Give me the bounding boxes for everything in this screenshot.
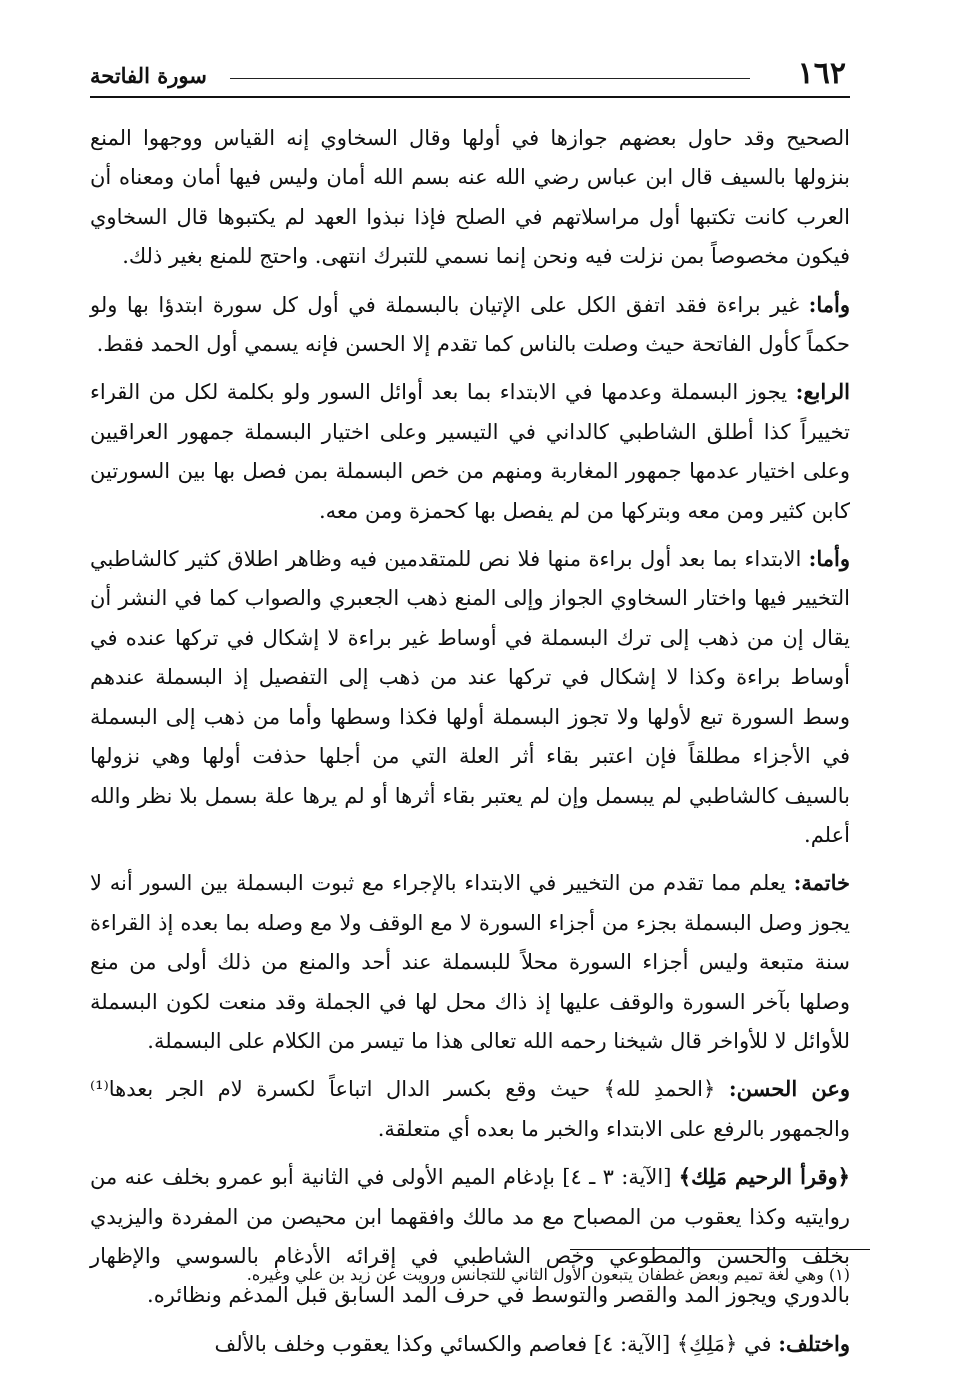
main-text — [90, 118, 850, 1372]
paragraph — [90, 285, 850, 365]
paragraph — [90, 1157, 850, 1316]
paragraph-lead: وأما: — [808, 546, 850, 572]
paragraph-text: [الآية: ٣ ـ ٤] بإدغام الميم الأولى في الثانية أبو عمرو بخلف عنه من روايتيه وكذا يعقوب من المصباح مع مد مالك وافقهما ابن محيصن من المفردة واليزيدي بخلف والحسن والمطوعي وخص الشاطبي في إقرائه الأدغام بالسوسي والإظهار بالدوري ويجوز المد والقصر والتوسط في حرف المد السابق قبل المدغم ونظائره. — [90, 1165, 850, 1308]
paragraph-lead: وعن الحسن: — [728, 1076, 850, 1102]
surah-title: سورة الفاتحة — [90, 63, 207, 88]
footnote-divider — [570, 1249, 870, 1250]
paragraph — [90, 118, 850, 277]
paragraph-text: ﴿الحمدِ لله﴾ حيث وقع بكسر الدال اتباعاً لكسرة لام الجر بعدها⁽¹⁾ والجمهور بالرفع على الابتداء والخبر ما بعده أي متعلقة. — [90, 1077, 850, 1141]
paragraph — [90, 539, 850, 855]
footnote: (١) وهي لغة تميم وبعض غطفان يتبعون الأول الثاني للتجانس ورويت عن زيد بن علي وغيره. — [246, 1265, 850, 1284]
header-dash-line — [230, 78, 750, 79]
paragraph — [90, 1324, 850, 1364]
paragraph-lead: خاتمة: — [793, 870, 850, 896]
page-header — [90, 54, 850, 100]
header-rule — [90, 96, 850, 98]
paragraph-text: الصحيح وقد حاول بعضهم جوازها في أولها وقال السخاوي إنه القياس ووجهوا المنع بنزولها بالسيف قال ابن عباس رضي الله عنه بسم الله أمان وليس فيها أمان ومعناه أن العرب كانت تكتبها أول مراسلاتهم في الصلح فإذا نبذوا العهد لم يكتبوها قال السخاوي فيكون مخصوصاً بمن نزلت فيه ونحن إنما نسمي للتبرك انتهى. واحتج للمنع بغير ذلك. — [90, 126, 850, 269]
paragraph-text: يعلم مما تقدم من التخيير في الابتداء بالإجراء مع ثبوت البسملة بين السور أنه لا يجوز وصل البسملة بجزء من أجزاء السورة لا مع الوقف ولا مع وصله بما بعده إذ القراءة سنة متبعة وليس أجزاء السورة محلاً للبسملة عند أحد والمنع من ذلك أولى من منع وصلها بآخر السورة والوقف عليها إذ ذاك محل لها في الجملة وقد منعت لكون البسملة للأوائل لا للأواخر قال شيخنا رحمه الله تعالى هذا ما تيسر من الكلام على البسملة. — [90, 871, 850, 1053]
paragraph-lead: الرابع: — [795, 379, 850, 405]
paragraph-text: يجوز البسملة وعدمها في الابتداء بما بعد أوائل السور ولو بكلمة لكل من القراء تخييراً كذا أطلق الشاطبي كالداني في التيسير وعلى اختيار البسملة جمهور العراقيين وعلى اختيار عدمها جمهور المغاربة ومنهم من خص البسملة بمن فصل بها بين السورتين كابن كثير ومن معه وبتركها من لم يفصل بها كحمزة ومن معه. — [90, 380, 850, 523]
paragraph — [90, 1069, 850, 1149]
paragraph-lead: ﴿وقرأ الرحيم مَلِك﴾ — [678, 1164, 850, 1190]
paragraph-lead: واختلف: — [778, 1330, 850, 1356]
paragraph-text: في ﴿مَلِكِ﴾ [الآية: ٤] فعاصم والكسائي وكذا يعقوب وخلف بالألف — [214, 1331, 772, 1356]
paragraph — [90, 372, 850, 531]
paragraph-lead: وأما: — [808, 291, 850, 317]
page-number: ١٦٢ — [797, 56, 846, 91]
paragraph-text: الابتداء بما بعد أول براءة منها فلا نص للمتقدمين فيه وظاهر اطلاق كثير كالشاطبي التخيير فيها واختار السخاوي الجواز وإلى المنع ذهب الجعبري والصواب كما في النشر أن يقال إن من ذهب إلى ترك البسملة في أوساط غير براءة لا إشكال في تركها عنده في أوساط براءة وكذا لا إشكال في تركها عند من ذهب إلى التفصيل إذ البسملة عندهم وسط السورة تبع لأولها ولا تجوز البسملة أولها فكذا وسطها وأما من ذهب إلى البسملة في الأجزاء مطلقاً فإن اعتبر بقاء أثر العلة التي من أجلها حذفت أولها وهي نزولها بالسيف كالشاطبي لم يبسمل وإن لم يعتبر بقاء أثرها أو لم يرها علة بسمل بلا نظر والله أعلم. — [90, 547, 850, 847]
paragraph — [90, 863, 850, 1061]
paragraph-text: غير براءة فقد اتفق الكل على الإتيان بالبسملة في أول كل سورة ابتدؤا بها ولو حكماً كأول الفاتحة حيث وصلت بالناس كما تقدم إلا الحسن فإنه يسمي أول الحمد فقط. — [90, 292, 850, 357]
